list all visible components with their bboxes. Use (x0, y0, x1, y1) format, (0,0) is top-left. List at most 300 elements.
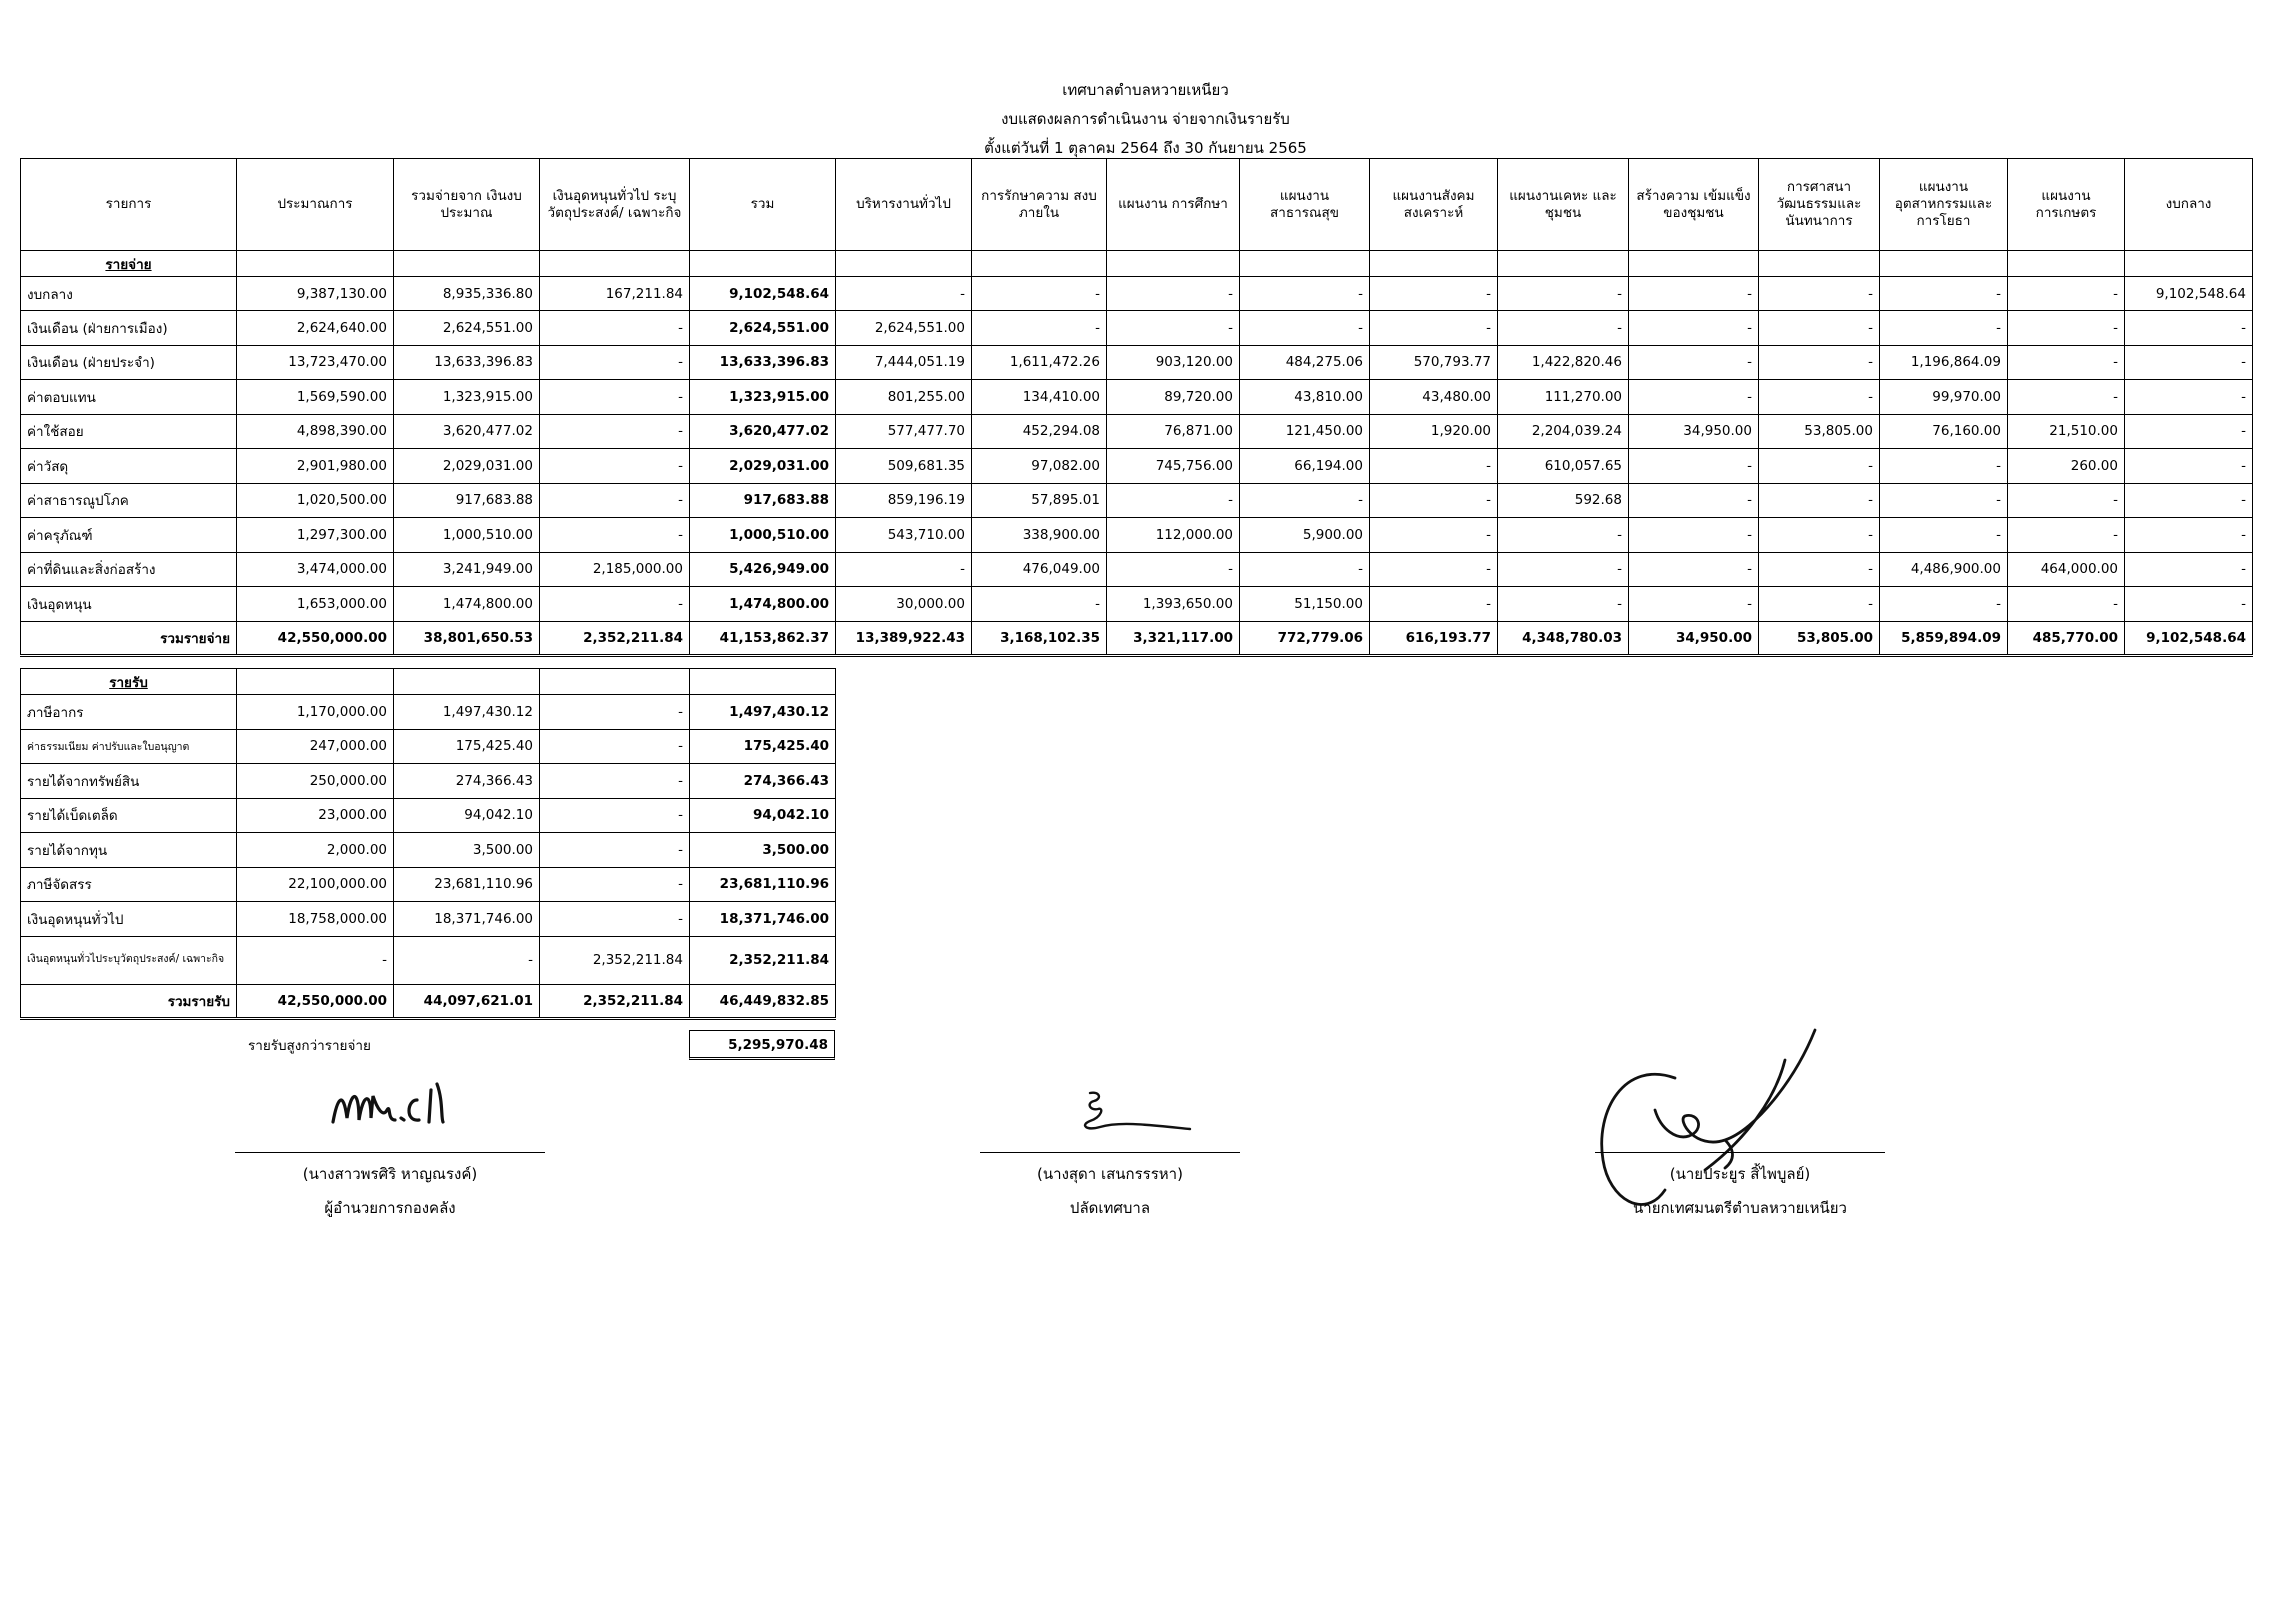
cell-value: - (1759, 483, 1880, 518)
signature-2-handwriting (1060, 1085, 1200, 1155)
surplus-label: รายรับสูงกว่ารายจ่าย (248, 1038, 371, 1054)
cell-value: 13,389,922.43 (836, 621, 972, 655)
cell-value: 9,387,130.00 (237, 277, 394, 311)
table-header-row (21, 159, 2253, 251)
cell-value: 57,895.01 (972, 483, 1107, 518)
cell-value: - (1498, 518, 1629, 553)
cell-value: - (1370, 277, 1498, 311)
column-header: แผนงาน การศึกษา (1107, 159, 1240, 251)
cell-value: 5,900.00 (1240, 518, 1370, 553)
column-header: รวมจ่ายจาก เงินงบประมาณ (394, 159, 540, 251)
cell-value: 21,510.00 (2008, 414, 2125, 449)
cell-value: - (540, 483, 690, 518)
cell-value: - (2125, 552, 2253, 587)
empty-cell (2008, 251, 2125, 277)
row-label: เงินอุดหนุน (21, 587, 237, 622)
cell-value: - (540, 518, 690, 553)
table-row (21, 936, 836, 984)
cell-value: 464,000.00 (2008, 552, 2125, 587)
cell-value: - (2125, 518, 2253, 553)
signature-1-line (235, 1152, 545, 1153)
cell-value: - (540, 867, 690, 902)
table-row (21, 311, 2253, 346)
cell-value: 18,371,746.00 (394, 902, 540, 937)
row-label: รายได้เบ็ดเตล็ด (21, 798, 237, 833)
row-label: รวมรายรับ (21, 984, 237, 1018)
row-label: ค่าที่ดินและสิ่งก่อสร้าง (21, 552, 237, 587)
cell-value: - (1629, 518, 1759, 553)
cell-value: - (540, 587, 690, 622)
cell-value: 43,810.00 (1240, 380, 1370, 415)
cell-value: 543,710.00 (836, 518, 972, 553)
row-label: รายได้จากทรัพย์สิน (21, 764, 237, 799)
table-row (21, 867, 836, 902)
cell-value: - (540, 345, 690, 380)
empty-cell (394, 669, 540, 695)
cell-value: - (1880, 277, 2008, 311)
cell-value: 4,486,900.00 (1880, 552, 2008, 587)
cell-value: - (540, 695, 690, 730)
table-row (21, 729, 836, 764)
table-row (21, 695, 836, 730)
empty-cell (1370, 251, 1498, 277)
cell-value: 89,720.00 (1107, 380, 1240, 415)
empty-cell (394, 251, 540, 277)
cell-value: 274,366.43 (394, 764, 540, 799)
cell-value: - (2008, 380, 2125, 415)
row-label: งบกลาง (21, 277, 237, 311)
cell-value: - (1370, 552, 1498, 587)
section-row (21, 669, 836, 695)
cell-value: - (1629, 483, 1759, 518)
table-row (21, 552, 2253, 587)
cell-value: - (1629, 552, 1759, 587)
cell-value: - (1759, 345, 1880, 380)
cell-value: 99,970.00 (1880, 380, 2008, 415)
cell-value: - (540, 833, 690, 868)
cell-value: 76,871.00 (1107, 414, 1240, 449)
cell-value: 2,901,980.00 (237, 449, 394, 484)
cell-value: - (972, 587, 1107, 622)
cell-value: 121,450.00 (1240, 414, 1370, 449)
signature-1-handwriting (325, 1060, 525, 1140)
column-header: สร้างความ เข้มแข็งของชุมชน (1629, 159, 1759, 251)
cell-value: - (1880, 587, 2008, 622)
cell-value: 2,352,211.84 (690, 936, 836, 984)
cell-value: - (1370, 587, 1498, 622)
row-label: เงินเดือน (ฝ่ายประจำ) (21, 345, 237, 380)
cell-value: - (540, 311, 690, 346)
cell-value: 5,426,949.00 (690, 552, 836, 587)
cell-value: - (1498, 311, 1629, 346)
table-row (21, 345, 2253, 380)
signature-2-position: ปลัดเทศบาล (1069, 1199, 1151, 1217)
cell-value: - (1629, 380, 1759, 415)
cell-value: - (1370, 311, 1498, 346)
cell-value: 247,000.00 (237, 729, 394, 764)
cell-value: - (2125, 380, 2253, 415)
cell-value: - (1498, 552, 1629, 587)
table-row (21, 449, 2253, 484)
income-table (20, 668, 836, 1020)
cell-value: - (540, 414, 690, 449)
cell-value: 53,805.00 (1759, 414, 1880, 449)
cell-value: 175,425.40 (690, 729, 836, 764)
cell-value: - (1107, 483, 1240, 518)
cell-value: 2,185,000.00 (540, 552, 690, 587)
cell-value: 485,770.00 (2008, 621, 2125, 655)
row-label: ภาษีจัดสรร (21, 867, 237, 902)
signature-1-name: (นางสาวพรศิริ หาญณรงค์) (302, 1165, 478, 1183)
cell-value: 4,348,780.03 (1498, 621, 1629, 655)
cell-value: - (2008, 345, 2125, 380)
cell-value: 2,000.00 (237, 833, 394, 868)
cell-value: 917,683.88 (394, 483, 540, 518)
cell-value: 13,633,396.83 (394, 345, 540, 380)
cell-value: - (1759, 518, 1880, 553)
cell-value: 13,633,396.83 (690, 345, 836, 380)
cell-value: 1,393,650.00 (1107, 587, 1240, 622)
cell-value: 801,255.00 (836, 380, 972, 415)
column-header: แผนงาน การเกษตร (2008, 159, 2125, 251)
cell-value: 112,000.00 (1107, 518, 1240, 553)
cell-value: 2,029,031.00 (394, 449, 540, 484)
cell-value: 1,569,590.00 (237, 380, 394, 415)
cell-value: - (1880, 518, 2008, 553)
cell-value: - (1370, 483, 1498, 518)
surplus-value: 5,295,970.48 (689, 1030, 835, 1060)
income-total-row (21, 984, 836, 1018)
cell-value: 1,196,864.09 (1880, 345, 2008, 380)
cell-value: - (540, 764, 690, 799)
cell-value: 18,371,746.00 (690, 902, 836, 937)
report-org-title: เทศบาลตำบลหวายเหนียว (1062, 81, 1229, 99)
cell-value: 1,611,472.26 (972, 345, 1107, 380)
cell-value: 34,950.00 (1629, 414, 1759, 449)
cell-value: 1,474,800.00 (690, 587, 836, 622)
cell-value: 94,042.10 (690, 798, 836, 833)
empty-cell (836, 251, 972, 277)
cell-value: - (1240, 311, 1370, 346)
column-header: การรักษาความ สงบภายใน (972, 159, 1107, 251)
cell-value: 2,352,211.84 (540, 936, 690, 984)
cell-value: 51,150.00 (1240, 587, 1370, 622)
cell-value: - (1370, 449, 1498, 484)
cell-value: - (2125, 587, 2253, 622)
column-header: งบกลาง (2125, 159, 2253, 251)
empty-cell (1107, 251, 1240, 277)
cell-value: - (1759, 587, 1880, 622)
cell-value: 1,497,430.12 (394, 695, 540, 730)
cell-value: - (2008, 483, 2125, 518)
cell-value: 42,550,000.00 (237, 621, 394, 655)
cell-value: - (1240, 552, 1370, 587)
cell-value: 274,366.43 (690, 764, 836, 799)
empty-cell (540, 669, 690, 695)
cell-value: - (1498, 277, 1629, 311)
cell-value: - (1107, 277, 1240, 311)
cell-value: 94,042.10 (394, 798, 540, 833)
cell-value: 44,097,621.01 (394, 984, 540, 1018)
cell-value: 338,900.00 (972, 518, 1107, 553)
cell-value: - (1759, 449, 1880, 484)
column-header: การศาสนา วัฒนธรรมและ นันทนาการ (1759, 159, 1880, 251)
column-header: ประมาณการ (237, 159, 394, 251)
cell-value: - (972, 311, 1107, 346)
row-label: เงินอุดหนุนทั่วไป (21, 902, 237, 937)
section-title: รายจ่าย (21, 251, 237, 277)
cell-value: - (836, 552, 972, 587)
cell-value: 167,211.84 (540, 277, 690, 311)
cell-value: 1,920.00 (1370, 414, 1498, 449)
cell-value: 859,196.19 (836, 483, 972, 518)
cell-value: - (1240, 483, 1370, 518)
cell-value: - (1880, 483, 2008, 518)
empty-cell (690, 251, 836, 277)
cell-value: - (394, 936, 540, 984)
column-header: แผนงานสังคม สงเคราะห์ (1370, 159, 1498, 251)
cell-value: 22,100,000.00 (237, 867, 394, 902)
table-row (21, 902, 836, 937)
row-label: เงินอุดหนุนทั่วไประบุวัตถุประสงค์/ เฉพาะกิจ (21, 936, 237, 984)
row-label: ค่าสาธารณูปโภค (21, 483, 237, 518)
empty-cell (1498, 251, 1629, 277)
table-row (21, 518, 2253, 553)
cell-value: 34,950.00 (1629, 621, 1759, 655)
signature-3-position: นายกเทศมนตรีตำบลหวายเหนียว (1633, 1199, 1847, 1217)
cell-value: 610,057.65 (1498, 449, 1629, 484)
cell-value: 577,477.70 (836, 414, 972, 449)
empty-cell (2125, 251, 2253, 277)
cell-value: - (2125, 311, 2253, 346)
table-row (21, 483, 2253, 518)
report-period: ตั้งแต่วันที่ 1 ตุลาคม 2564 ถึง 30 กันยายน 2565 (984, 139, 1307, 157)
row-label: ภาษีอากร (21, 695, 237, 730)
row-label: เงินเดือน (ฝ่ายการเมือง) (21, 311, 237, 346)
column-header: เงินอุดหนุนทั่วไป ระบุวัตถุประสงค์/ เฉพาะกิจ (540, 159, 690, 251)
cell-value: 13,723,470.00 (237, 345, 394, 380)
cell-value: - (1759, 311, 1880, 346)
cell-value: 1,323,915.00 (394, 380, 540, 415)
signature-2-name: (นางสุดา เสนกรรรหา) (1037, 1165, 1183, 1183)
cell-value: 5,859,894.09 (1880, 621, 2008, 655)
cell-value: 903,120.00 (1107, 345, 1240, 380)
cell-value: 2,624,551.00 (394, 311, 540, 346)
cell-value: 18,758,000.00 (237, 902, 394, 937)
section-row (21, 251, 2253, 277)
cell-value: 38,801,650.53 (394, 621, 540, 655)
cell-value: 570,793.77 (1370, 345, 1498, 380)
cell-value: - (1629, 345, 1759, 380)
cell-value: - (972, 277, 1107, 311)
cell-value: 2,352,211.84 (540, 621, 690, 655)
cell-value: 250,000.00 (237, 764, 394, 799)
cell-value: - (1880, 311, 2008, 346)
cell-value: 3,168,102.35 (972, 621, 1107, 655)
cell-value: 175,425.40 (394, 729, 540, 764)
cell-value: - (1107, 311, 1240, 346)
cell-value: 9,102,548.64 (2125, 277, 2253, 311)
cell-value: 3,620,477.02 (690, 414, 836, 449)
cell-value: 66,194.00 (1240, 449, 1370, 484)
cell-value: 46,449,832.85 (690, 984, 836, 1018)
cell-value: 41,153,862.37 (690, 621, 836, 655)
cell-value: 43,480.00 (1370, 380, 1498, 415)
cell-value: 260.00 (2008, 449, 2125, 484)
cell-value: - (836, 277, 972, 311)
row-label: รายได้จากทุน (21, 833, 237, 868)
cell-value: 42,550,000.00 (237, 984, 394, 1018)
empty-cell (690, 669, 836, 695)
cell-value: - (237, 936, 394, 984)
row-label: รวมรายจ่าย (21, 621, 237, 655)
cell-value: - (540, 798, 690, 833)
cell-value: 1,170,000.00 (237, 695, 394, 730)
cell-value: 745,756.00 (1107, 449, 1240, 484)
signature-2-line (980, 1152, 1240, 1153)
cell-value: 917,683.88 (690, 483, 836, 518)
cell-value: - (1629, 587, 1759, 622)
cell-value: 3,500.00 (394, 833, 540, 868)
cell-value: 9,102,548.64 (2125, 621, 2253, 655)
cell-value: - (540, 902, 690, 937)
cell-value: - (2125, 449, 2253, 484)
cell-value: 111,270.00 (1498, 380, 1629, 415)
cell-value: - (1498, 587, 1629, 622)
cell-value: 3,474,000.00 (237, 552, 394, 587)
cell-value: 1,000,510.00 (394, 518, 540, 553)
cell-value: 3,620,477.02 (394, 414, 540, 449)
cell-value: 1,020,500.00 (237, 483, 394, 518)
table-row (21, 277, 2253, 311)
cell-value: 4,898,390.00 (237, 414, 394, 449)
report-title: งบแสดงผลการดำเนินงาน จ่ายจากเงินรายรับ (1001, 110, 1290, 128)
cell-value: 2,204,039.24 (1498, 414, 1629, 449)
cell-value: 2,029,031.00 (690, 449, 836, 484)
cell-value: 616,193.77 (1370, 621, 1498, 655)
row-label: ค่าวัสดุ (21, 449, 237, 484)
cell-value: - (1759, 277, 1880, 311)
cell-value: 1,653,000.00 (237, 587, 394, 622)
cell-value: - (1759, 552, 1880, 587)
cell-value: - (2125, 414, 2253, 449)
cell-value: 3,321,117.00 (1107, 621, 1240, 655)
section-title: รายรับ (21, 669, 237, 695)
cell-value: 9,102,548.64 (690, 277, 836, 311)
column-header: แผนงานเคหะ และชุมชน (1498, 159, 1629, 251)
table-row (21, 833, 836, 868)
signature-3-line (1595, 1152, 1885, 1153)
cell-value: 97,082.00 (972, 449, 1107, 484)
cell-value: - (1629, 311, 1759, 346)
cell-value: - (540, 449, 690, 484)
cell-value: - (1240, 277, 1370, 311)
table-row (21, 798, 836, 833)
cell-value: 53,805.00 (1759, 621, 1880, 655)
table-row (21, 380, 2253, 415)
cell-value: 1,474,800.00 (394, 587, 540, 622)
cell-value: - (1370, 518, 1498, 553)
cell-value: 76,160.00 (1880, 414, 2008, 449)
cell-value: - (540, 380, 690, 415)
row-label: ค่าใช้สอย (21, 414, 237, 449)
cell-value: 8,935,336.80 (394, 277, 540, 311)
cell-value: 592.68 (1498, 483, 1629, 518)
column-header: รวม (690, 159, 836, 251)
cell-value: 1,497,430.12 (690, 695, 836, 730)
cell-value: - (540, 729, 690, 764)
empty-cell (1880, 251, 2008, 277)
cell-value: 1,323,915.00 (690, 380, 836, 415)
cell-value: 452,294.08 (972, 414, 1107, 449)
cell-value: 23,000.00 (237, 798, 394, 833)
cell-value: 2,624,551.00 (690, 311, 836, 346)
cell-value: 476,049.00 (972, 552, 1107, 587)
cell-value: 2,624,551.00 (836, 311, 972, 346)
empty-cell (237, 669, 394, 695)
empty-cell (1240, 251, 1370, 277)
cell-value: 30,000.00 (836, 587, 972, 622)
expense-table (20, 158, 2253, 657)
empty-cell (1629, 251, 1759, 277)
row-label: ค่าตอบแทน (21, 380, 237, 415)
table-row (21, 414, 2253, 449)
cell-value: - (2008, 518, 2125, 553)
cell-value: 23,681,110.96 (394, 867, 540, 902)
cell-value: 134,410.00 (972, 380, 1107, 415)
cell-value: 2,352,211.84 (540, 984, 690, 1018)
cell-value: 2,624,640.00 (237, 311, 394, 346)
empty-cell (540, 251, 690, 277)
column-header: บริหารงานทั่วไป (836, 159, 972, 251)
cell-value: - (1629, 277, 1759, 311)
cell-value: 7,444,051.19 (836, 345, 972, 380)
column-header: แผนงาน อุตสาหกรรมและ การโยธา (1880, 159, 2008, 251)
column-header: รายการ (21, 159, 237, 251)
cell-value: - (2008, 587, 2125, 622)
cell-value: - (1759, 380, 1880, 415)
cell-value: - (2125, 345, 2253, 380)
cell-value: 1,000,510.00 (690, 518, 836, 553)
cell-value: - (2008, 311, 2125, 346)
cell-value: 23,681,110.96 (690, 867, 836, 902)
empty-cell (972, 251, 1107, 277)
cell-value: 1,422,820.46 (1498, 345, 1629, 380)
column-header: แผนงาน สาธารณสุข (1240, 159, 1370, 251)
cell-value: 3,241,949.00 (394, 552, 540, 587)
table-row (21, 764, 836, 799)
cell-value: - (2125, 483, 2253, 518)
empty-cell (1759, 251, 1880, 277)
empty-cell (237, 251, 394, 277)
signature-1-position: ผู้อำนวยการกองคลัง (324, 1199, 456, 1217)
expense-total-row (21, 621, 2253, 655)
cell-value: 772,779.06 (1240, 621, 1370, 655)
signature-3-name: (นายประยูร สิ้ไพบูลย์) (1669, 1165, 1811, 1183)
cell-value: 1,297,300.00 (237, 518, 394, 553)
cell-value: - (1880, 449, 2008, 484)
cell-value: - (1629, 449, 1759, 484)
cell-value: 484,275.06 (1240, 345, 1370, 380)
table-row (21, 587, 2253, 622)
row-label: ค่าครุภัณฑ์ (21, 518, 237, 553)
cell-value: 509,681.35 (836, 449, 972, 484)
cell-value: 3,500.00 (690, 833, 836, 868)
row-label: ค่าธรรมเนียม ค่าปรับและใบอนุญาต (21, 729, 237, 764)
cell-value: - (2008, 277, 2125, 311)
cell-value: - (1107, 552, 1240, 587)
signature-3-handwriting (1585, 1020, 1845, 1220)
